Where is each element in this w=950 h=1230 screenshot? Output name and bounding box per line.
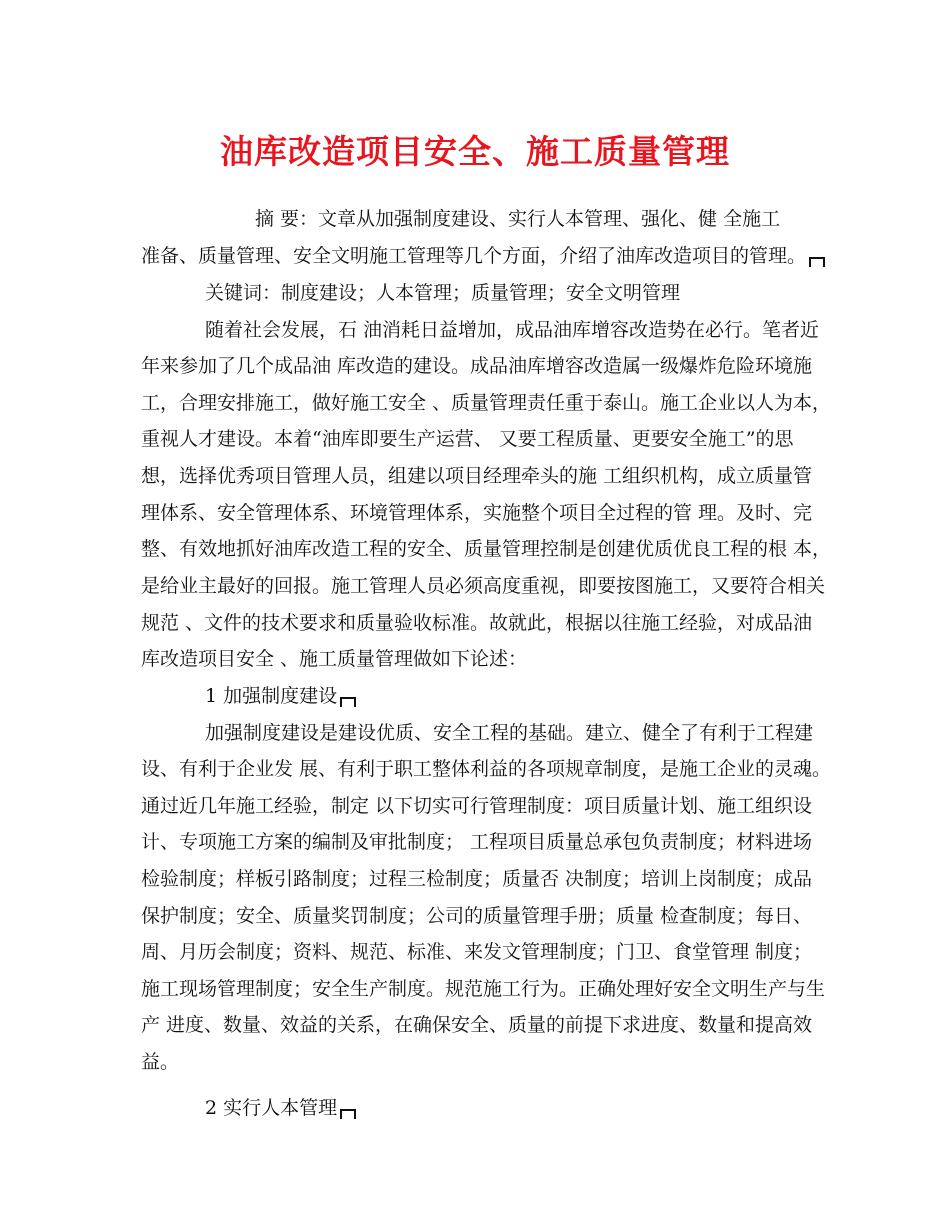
paragraph-line: 产 进度、数量、效益的关系，在确保安全、质量的前提下求进度、数量和提高效 (141, 1014, 813, 1036)
paragraph-line: 理体系、安全管理体系、环境管理体系，实施整个项目全过程的管 理。及时、完 (141, 502, 813, 524)
paragraph-line: 想，选择优秀项目管理人员，组建以项目经理牵头的施 工组织机构，成立质量管 (141, 465, 813, 487)
paragraph-line: 年来参加了几个成品油 库改造的建设。成品油库增容改造属一级爆炸危险环境施 (141, 355, 813, 377)
keywords-line: 关键词：制度建设；人本管理；质量管理；安全文明管理 (205, 282, 681, 304)
paragraph-line: 随着社会发展，石 油消耗日益增加，成品油库增容改造势在必行。笔者近 (205, 319, 820, 341)
section-heading-1: 1 加强制度建设 (205, 684, 356, 708)
paragraph-line: 是给业主最好的回报。施工管理人员必须高度重视，即要按图施工，又要符合相关 (141, 575, 826, 597)
paragraph-line: 重视人才建设。本着“油库即要生产运营、 又要工程质量、更要安全施工”的思 (141, 428, 794, 450)
section-heading-2: 2 实行人本管理 (205, 1096, 356, 1120)
paragraph-line: 加强制度建设是建设优质、安全工程的基础。建立、健全了有利于工程建 (205, 722, 814, 744)
abstract-line-2: 准备、质量管理、安全文明施工管理等几个方面，介绍了油库改造项目的管理。 (141, 244, 825, 268)
page-title: 油库改造项目安全、施工质量管理 (220, 132, 730, 171)
paragraph-line: 检验制度；样板引路制度；过程三检制度；质量否 决制度；培训上岗制度；成品 (141, 868, 813, 890)
paragraph-line: 施工现场管理制度；安全生产制度。规范施工行为。正确处理好安全文明生产与生 (141, 978, 826, 1000)
paragraph-line: 计、专项施工方案的编制及审批制度； 工程项目质量总承包负责制度；材料进场 (141, 831, 813, 853)
return-mark-icon (340, 697, 356, 707)
paragraph-line: 规范 、文件的技术要求和质量验收标准。故就此，根据以往施工经验，对成品油 (141, 612, 813, 634)
abstract-line-1: 摘 要：文章从加强制度建设、实行人本管理、强化、健 全施工 (255, 208, 781, 230)
return-mark-icon (809, 257, 825, 267)
paragraph-line: 周、月历会制度；资料、规范、标准、来发文管理制度；门卫、食堂管理 制度； (141, 941, 813, 963)
paragraph-line: 工，合理安排施工，做好施工安全 、质量管理责任重于泰山。施工企业以人为本， (141, 392, 832, 414)
paragraph-line: 设、有利于企业发 展、有利于职工整体利益的各项规章制度，是施工企业的灵魂。 (141, 758, 832, 780)
paragraph-line: 益。 (141, 1051, 180, 1073)
paragraph-line: 库改造项目安全 、施工质量管理做如下论述： (141, 648, 528, 670)
return-mark-icon (340, 1109, 356, 1119)
paragraph-line: 通过近几年施工经验，制定 以下切实可行管理制度：项目质量计划、施工组织设 (141, 795, 813, 817)
paragraph-line: 保护制度；安全、质量奖罚制度；公司的质量管理手册；质量 检查制度；每日、 (141, 905, 813, 927)
paragraph-line: 整、有效地抓好油库改造工程的安全、质量管理控制是创建优质优良工程的根 本， (141, 538, 832, 560)
